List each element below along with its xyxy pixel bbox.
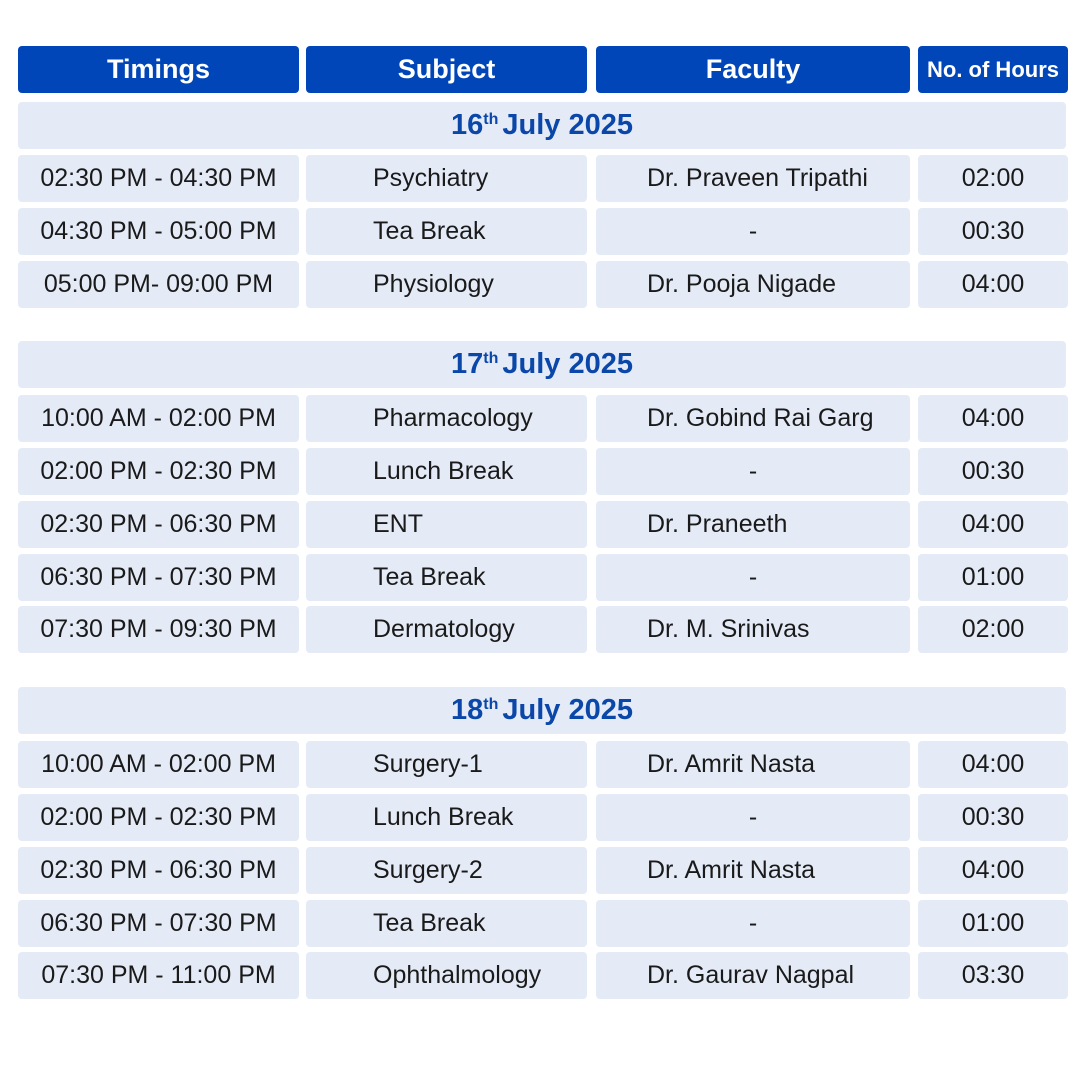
cell-hours: 01:00 <box>918 554 1068 601</box>
cell-faculty: Dr. Praneeth <box>596 501 910 548</box>
cell-subject: Pharmacology <box>306 395 587 442</box>
cell-timing: 07:30 PM - 11:00 PM <box>18 952 299 999</box>
cell-faculty: - <box>596 900 910 947</box>
cell-subject: Lunch Break <box>306 448 587 495</box>
cell-timing: 02:30 PM - 06:30 PM <box>18 847 299 894</box>
day-heading <box>18 687 1066 734</box>
header-subject: Subject <box>306 46 587 93</box>
cell-timing: 06:30 PM - 07:30 PM <box>18 554 299 601</box>
cell-subject: Tea Break <box>306 208 587 255</box>
cell-hours: 00:30 <box>918 794 1068 841</box>
cell-timing: 07:30 PM - 09:30 PM <box>18 606 299 653</box>
cell-subject: Lunch Break <box>306 794 587 841</box>
cell-timing: 10:00 AM - 02:00 PM <box>18 395 299 442</box>
cell-faculty: Dr. Amrit Nasta <box>596 741 910 788</box>
cell-hours: 02:00 <box>918 606 1068 653</box>
cell-hours: 04:00 <box>918 395 1068 442</box>
day-month-year: July 2025 <box>502 348 633 380</box>
cell-timing: 10:00 AM - 02:00 PM <box>18 741 299 788</box>
cell-hours: 04:00 <box>918 847 1068 894</box>
day-number: 18 <box>451 694 484 726</box>
cell-timing: 04:30 PM - 05:00 PM <box>18 208 299 255</box>
cell-timing: 02:00 PM - 02:30 PM <box>18 794 299 841</box>
cell-faculty: Dr. Praveen Tripathi <box>596 155 910 202</box>
day-month-year: July 2025 <box>502 694 633 726</box>
cell-subject: Ophthalmology <box>306 952 587 999</box>
cell-faculty: - <box>596 448 910 495</box>
cell-faculty: Dr. Pooja Nigade <box>596 261 910 308</box>
header-timings: Timings <box>18 46 299 93</box>
day-heading <box>18 102 1066 149</box>
cell-hours: 00:30 <box>918 208 1068 255</box>
cell-hours: 04:00 <box>918 741 1068 788</box>
cell-hours: 03:30 <box>918 952 1068 999</box>
header-hours: No. of Hours <box>918 46 1068 93</box>
cell-timing: 02:30 PM - 06:30 PM <box>18 501 299 548</box>
cell-subject: Dermatology <box>306 606 587 653</box>
cell-faculty: - <box>596 554 910 601</box>
cell-timing: 02:30 PM - 04:30 PM <box>18 155 299 202</box>
day-suffix: th <box>483 349 499 367</box>
header-faculty: Faculty <box>596 46 910 93</box>
cell-subject: Surgery-2 <box>306 847 587 894</box>
cell-timing: 05:00 PM- 09:00 PM <box>18 261 299 308</box>
day-number: 16 <box>451 109 484 141</box>
day-heading <box>18 341 1066 388</box>
cell-subject: ENT <box>306 501 587 548</box>
cell-faculty: Dr. M. Srinivas <box>596 606 910 653</box>
cell-timing: 02:00 PM - 02:30 PM <box>18 448 299 495</box>
cell-faculty: - <box>596 208 910 255</box>
cell-subject: Tea Break <box>306 554 587 601</box>
cell-hours: 04:00 <box>918 501 1068 548</box>
cell-hours: 04:00 <box>918 261 1068 308</box>
cell-hours: 01:00 <box>918 900 1068 947</box>
day-suffix: th <box>483 110 499 128</box>
cell-subject: Surgery-1 <box>306 741 587 788</box>
cell-faculty: - <box>596 794 910 841</box>
cell-timing: 06:30 PM - 07:30 PM <box>18 900 299 947</box>
cell-faculty: Dr. Amrit Nasta <box>596 847 910 894</box>
day-number: 17 <box>451 348 484 380</box>
cell-faculty: Dr. Gaurav Nagpal <box>596 952 910 999</box>
cell-faculty: Dr. Gobind Rai Garg <box>596 395 910 442</box>
day-suffix: th <box>483 695 499 713</box>
cell-hours: 02:00 <box>918 155 1068 202</box>
day-month-year: July 2025 <box>502 109 633 141</box>
cell-subject: Psychiatry <box>306 155 587 202</box>
cell-subject: Tea Break <box>306 900 587 947</box>
cell-subject: Physiology <box>306 261 587 308</box>
cell-hours: 00:30 <box>918 448 1068 495</box>
